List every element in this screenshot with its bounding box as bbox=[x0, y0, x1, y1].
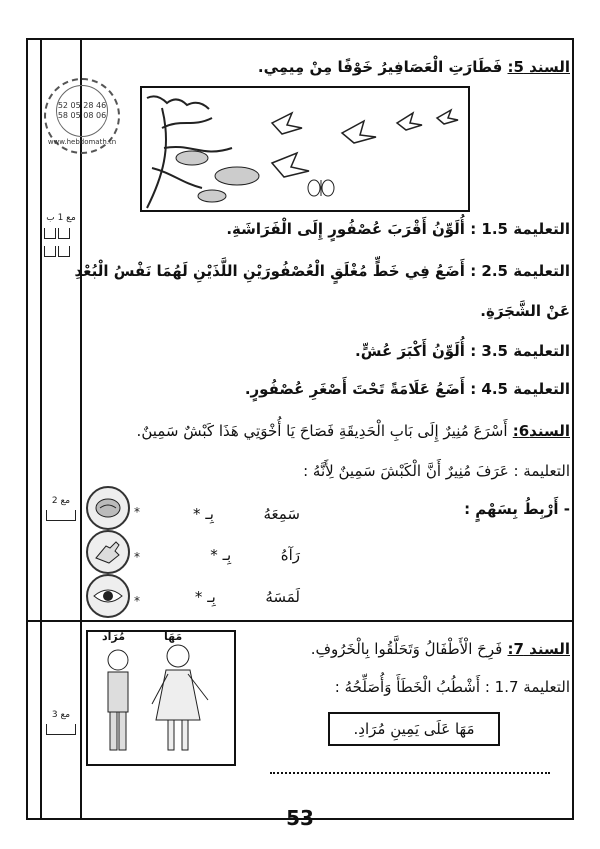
option-row: لَمَسَهُ بِـ * bbox=[194, 588, 300, 606]
sanad-7 bbox=[311, 640, 570, 658]
criterion-box bbox=[46, 724, 76, 735]
girl-label: مَهَا bbox=[164, 630, 183, 643]
boy-label: مُرَاد bbox=[102, 630, 126, 643]
instruction-3-5 bbox=[355, 342, 570, 360]
statement-box: مَهَا عَلَى يَمِينِ مُرَادِ. bbox=[328, 712, 500, 746]
instruction-1-7 bbox=[335, 678, 570, 696]
criterion-3-label: مع 3 bbox=[51, 710, 71, 720]
option-word: لَمَسَهُ bbox=[265, 588, 300, 606]
sanad-6-text: أَسْرَعَ مُنِيرٌ إِلَى بَابِ الْحَدِيقَةِ فَصَاحَ يَا أُخْوَتِي هَذَا كَبْشٌ سَمِينٌ. bbox=[136, 422, 508, 440]
sanad-6 bbox=[137, 422, 570, 440]
instruction-4-5-label: التعليمة 4.5 : bbox=[470, 380, 570, 398]
option-prep: بِـ bbox=[205, 505, 214, 523]
margin-line-outer bbox=[40, 38, 42, 820]
option-row: سَمِعَهُ بِـ * bbox=[193, 505, 300, 523]
option-word: سَمِعَهُ bbox=[263, 505, 300, 523]
butterfly-icon bbox=[308, 180, 334, 196]
stamp-phone-2: 58 05 08 06 bbox=[57, 111, 107, 120]
boy-icon bbox=[108, 650, 128, 750]
sanad-5-label: السند 5: bbox=[507, 58, 570, 76]
page-number: 53 bbox=[286, 806, 314, 830]
sanad-7-label: السند 7: bbox=[507, 640, 570, 658]
criterion-box bbox=[44, 228, 56, 239]
instruction-2-5 bbox=[74, 262, 570, 280]
sanad-5-text: فَطَارَتِ الْعَصَافِيرُ خَوْفًا مِنْ مِيمِي. bbox=[257, 58, 503, 76]
hand-icon bbox=[86, 530, 130, 574]
instruction-4-5-text: أَضَعُ عَلَامَةً تَحْتَ أَصْغَرِ عُصْفُورٍ. bbox=[244, 380, 465, 398]
instruction-4-5 bbox=[245, 380, 570, 398]
link-instruction: - أَرْبِطُ بِسَهْمٍ : bbox=[464, 500, 570, 518]
instruction-6: التعليمة : عَرَفَ مُنِيرٌ أَنَّ الْكَبْشَ سَمِينٌ لِأَنَّهُ : bbox=[303, 462, 570, 480]
stamp-phone-1: 52 05 28 46 bbox=[57, 101, 107, 110]
instruction-2-5-label: التعليمة 2.5 : bbox=[470, 262, 570, 280]
sanad-6-label: السند6: bbox=[512, 422, 570, 440]
ear-icon bbox=[86, 486, 130, 530]
instruction-1-7-text: أَشْطُبُ الْخَطَأَ وَأُصَلِّحُهُ : bbox=[334, 678, 481, 696]
criterion-2-label: مع 2 bbox=[51, 496, 71, 506]
sanad-5 bbox=[258, 58, 570, 76]
instruction-1-5 bbox=[226, 220, 570, 238]
margin-line-inner bbox=[80, 38, 82, 820]
option-prep: بِـ bbox=[222, 546, 232, 564]
nest-icon bbox=[176, 151, 259, 202]
girl-icon bbox=[152, 645, 208, 750]
school-stamp bbox=[44, 78, 120, 154]
sanad-7-text: فَرِحَ الْأَطْفَالُ وَتَحَلَّقُوا بِالْخَرُوفِ. bbox=[310, 640, 503, 658]
option-prep: بِـ bbox=[207, 588, 216, 606]
criterion-box bbox=[44, 246, 56, 257]
instruction-3-5-label: التعليمة 3.5 : bbox=[470, 342, 570, 360]
instruction-2-5-text: أَضَعُ فِي خَطٍّ مُغْلَقٍ الْعُصْفُورَيْنِ اللَّذَيْنِ لَهُمَا نَفْسُ الْبُعْدِ bbox=[74, 262, 465, 280]
section-divider bbox=[26, 620, 574, 622]
option-row: رَآهُ بِـ * bbox=[210, 546, 300, 564]
criterion-box bbox=[46, 510, 76, 521]
eye-icon bbox=[86, 574, 130, 618]
criterion-box bbox=[58, 246, 70, 257]
instruction-1-7-label: التعليمة 1.7 : bbox=[484, 678, 570, 696]
instruction-2-5-cont: عَنْ الشَّجَرَةِ. bbox=[480, 302, 570, 320]
answer-line[interactable] bbox=[270, 770, 550, 774]
birds-illustration bbox=[142, 88, 468, 210]
birds-tree-picture bbox=[140, 86, 470, 212]
children-illustration bbox=[88, 632, 234, 764]
criterion-box bbox=[58, 228, 70, 239]
children-picture bbox=[86, 630, 236, 766]
instruction-1-5-label: التعليمة 1.5 : bbox=[470, 220, 570, 238]
stamp-url: www.hebdomath.tn bbox=[47, 138, 117, 146]
instruction-3-5-text: أُلَوِّنُ أَكْبَرَ عُشٍّ. bbox=[355, 342, 465, 360]
option-word: رَآهُ bbox=[280, 546, 300, 564]
criterion-1-label: مع 1 ب bbox=[46, 213, 76, 223]
bird-icon bbox=[272, 110, 458, 177]
instruction-1-5-text: أُلَوِّنُ أَقْرَبَ عُصْفُورٍ إِلَى الْفَرَاشَةِ. bbox=[226, 220, 465, 238]
